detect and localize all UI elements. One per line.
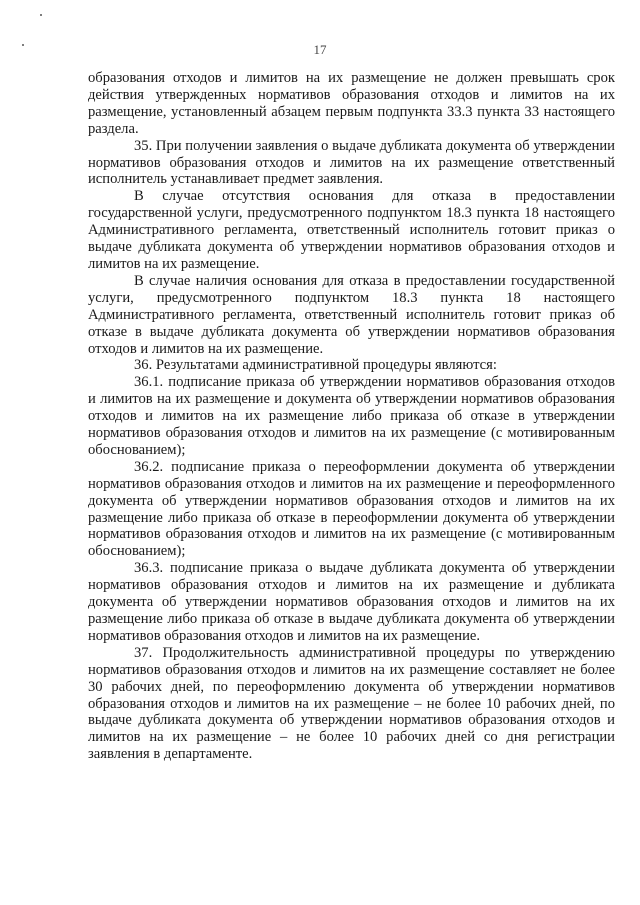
paragraph: 36. Результатами административной процедуры являются: xyxy=(134,357,497,374)
paragraph: 36.2. подписание приказа о переоформлении документа об утверждении нормативов образования отходов и лимитов на их размещение и переоформленного документа об утверждении нормативов образования отходов и лимитов на их размещение либо приказа об отказе в переоформлении документа об утверждении нормативов образования отходов и лимитов на их размещение (с мотивированным обоснованием); xyxy=(88,458,615,560)
paragraph: 37. Продолжительность административной процедуры по утверждению нормативов образования отходов и лимитов на их размещение составляет не более 30 рабочих дней, по переоформлению документа об утверждении нормативов образования отходов и лимитов на их размещение – не более 10 рабочих дней, по выдаче дубликата документа об утверждении нормативов образования отходов и лимитов на их размещение – не более 10 рабочих дней со дня регистрации заявления в департаменте. xyxy=(88,644,615,763)
document-body xyxy=(88,70,615,763)
paragraph: 36.1. подписание приказа об утверждении нормативов образования отходов и лимитов на их размещение и документа об утверждении нормативов образования отходов и лимитов на их размещение либо приказа об отказе в утверждении нормативов образования отходов и лимитов на их размещение (с мотивированным обоснованием); xyxy=(88,374,615,458)
scan-speck xyxy=(40,14,42,16)
paragraph: образования отходов и лимитов на их размещение не должен превышать срок действия утвержденных нормативов образования отходов и лимитов на их размещение, установленный абзацем первым подпункта 33.3 пункта 33 настоящего раздела. xyxy=(88,70,615,137)
paragraph: В случае наличия основания для отказа в предоставлении государственной услуги, предусмотренного подпунктом 18.3 пункта 18 настоящего Административного регламента, ответственный исполнитель готовит приказ об отказе в выдаче дубликата документа об утверждении нормативов образования отходов и лимитов на их размещение. xyxy=(88,272,615,357)
paragraph: В случае отсутствия основания для отказа в предоставлении государственной услуги, предусмотренного подпунктом 18.3 пункта 18 настоящего Административного регламента, ответственный исполнитель готовит приказ о выдаче дубликата документа об утверждении нормативов образования отходов и лимитов на их размещение. xyxy=(88,188,615,272)
paragraph: 35. При получении заявления о выдаче дубликата документа об утверждении нормативов образования отходов и лимитов на их размещение ответственный исполнитель устанавливает предмет заявления. xyxy=(88,137,615,188)
paragraph: 36.3. подписание приказа о выдаче дубликата документа об утверждении нормативов образования отходов и лимитов на их размещение и дубликата документа об утверждении нормативов образования отходов и лимитов на их размещение либо приказа об отказе в выдаче дубликата документа об утверждении нормативов образования отходов и лимитов на их размещение. xyxy=(88,560,615,644)
page-number: 17 xyxy=(313,42,327,57)
